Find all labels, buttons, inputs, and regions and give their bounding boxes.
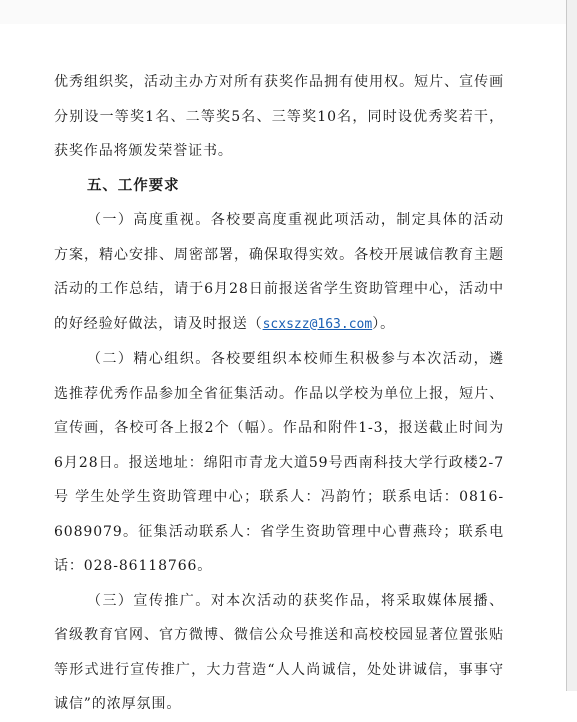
requirement-item-3: （三）宣传推广。对本次活动的获奖作品，将采取媒体展播、省级教育官网、官方微博、微信公众号推送和高校校园显著位置张贴等形式进行宣传推广，大力营造“人人尚诚信，处处讲诚信，事事守诚信”的浓厚氛围。	[54, 592, 504, 712]
section-heading: 五、工作要求	[87, 177, 180, 194]
email-link[interactable]: scxszz@163.com	[262, 316, 373, 332]
requirement-item-1-text: （一）高度重视。各校要高度重视此项活动，制定具体的活动方案，精心安排、周密部署，确保取得实效。各校开展诚信教育主题活动的工作总结，请于6月28日前报送省学生资助管理中心，活动中的好经验好做法，请及时报送（	[54, 212, 504, 332]
page-edge	[566, 0, 577, 691]
award-paragraph: 优秀组织奖，活动主办方对所有获奖作品拥有使用权。短片、宣传画分别设一等奖1名、二等奖5名、三等奖10名，同时设优秀奖若干，获奖作品将颁发荣誉证书。	[54, 74, 504, 159]
requirement-item-2: （二）精心组织。各校要组织本校师生积极参与本次活动，遴选推荐优秀作品参加全省征集活动。作品以学校为单位上报，短片、宣传画，各校可各上报2个（幅）。作品和附件1-3，报送截止时间为6月28日。报送地址：绵阳市青龙大道59号西南科技大学行政楼2-7号 学生处学生资助管理中心；联系人：冯韵竹；联系电话：0816-6089079。征集活动联系人：省学生资助管理中心曹燕玲；联系电话：028-86118766。	[54, 351, 504, 574]
document-page	[54, 65, 504, 722]
requirement-item-1	[54, 203, 504, 342]
requirement-item-1-end: ）。	[372, 315, 395, 332]
page-top-margin	[0, 0, 566, 24]
